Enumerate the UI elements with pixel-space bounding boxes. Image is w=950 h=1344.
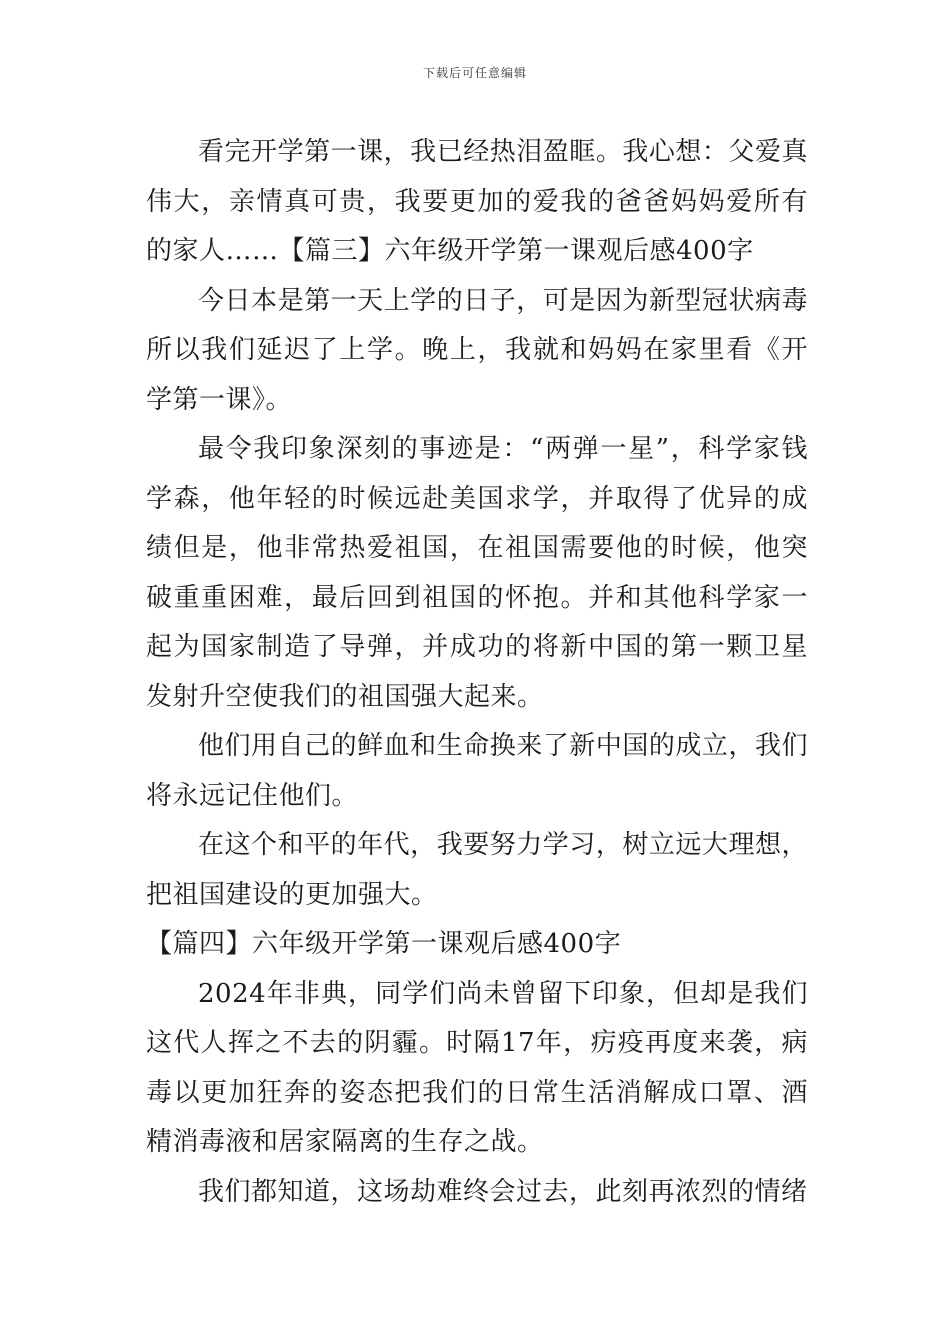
paragraph: 我们都知道，这场劫难终会过去，此刻再浓烈的情绪	[198, 1176, 808, 1207]
paragraph: 2024年非典，同学们尚未曾留下印象，但却是我们这代人挥之不去的阴霾。时隔17年，疠疫再度来袭，病毒以更加狂奔的姿态把我们的日常生活消解成口罩、酒精消毒液和居家隔离的生存之战。	[146, 978, 808, 1157]
paragraph: 今日本是第一天上学的日子，可是因为新型冠状病毒所以我们延迟了上学。晚上，我就和妈妈在家里看《开学第一课》。	[146, 285, 808, 415]
paragraph: 在这个和平的年代，我要努力学习，树立远大理想，把祖国建设的更加强大。	[146, 830, 808, 910]
section-heading: 【篇四】六年级开学第一课观后感400字	[146, 929, 622, 959]
paragraph: 看完开学第一课，我已经热泪盈眶。我心想：父爱真伟大，亲情真可贵，我要更加的爱我的爸爸妈妈爱所有的家人……【篇三】六年级开学第一课观后感400字	[146, 137, 808, 266]
header-note: 下载后可任意编辑	[422, 66, 527, 80]
document-body	[146, 128, 808, 1217]
paragraph: 最令我印象深刻的事迹是：“两弹一星”，科学家钱学森，他年轻的时候远赴美国求学，并取得了优异的成绩但是，他非常热爱祖国，在祖国需要他的时候，他突破重重困难，最后回到祖国的怀抱。并和其他科学家一起为国家制造了导弹，并成功的将新中国的第一颗卫星发射升空使我们的祖国强大起来。	[146, 434, 808, 712]
paragraph: 他们用自己的鲜血和生命换来了新中国的成立，我们将永远记住他们。	[146, 731, 808, 811]
